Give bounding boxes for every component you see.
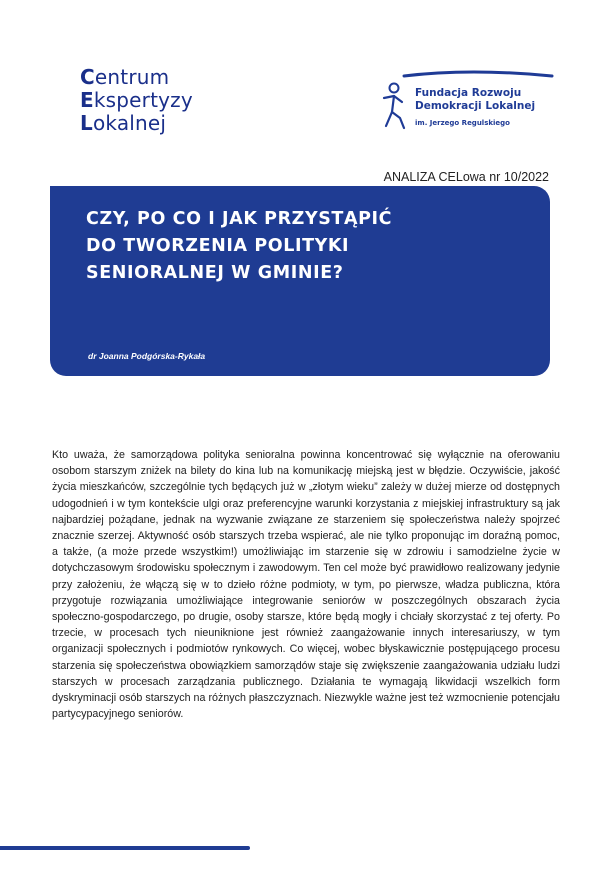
document-title: [86, 206, 526, 287]
frdl-name-line1: Fundacja Rozwoju: [415, 87, 522, 99]
title-line: DO TWORZENIA POLITYKI: [86, 236, 350, 256]
bottom-accent-line: [0, 846, 250, 850]
logo-line-ekspertyzy: Ekspertyzy: [80, 88, 193, 112]
centrum-ekspertyzy-lokalnej-logo: [80, 66, 193, 135]
frdl-name-line2: Demokracji Lokalnej: [415, 100, 536, 112]
title-line: CZY, PO CO I JAK PRZYSTĄPIĆ: [86, 209, 393, 229]
logo-line-centrum: Centrum: [80, 65, 170, 89]
author-name: dr Joanna Podgórska-Rykała: [88, 351, 206, 361]
body-paragraph: Kto uważa, że samorządowa polityka senioralna powinna koncentrować się wyłącznie na oferowaniu osobom starszym zniżek na bilety do kina lub na komunikację miejską jest w błędzie. Oczywiście, jakość życia mieszkańców, szczególnie tych będących już w „złotym wieku” zależy w dużej mierze od dostępnych udogodnień i w tym kontekście ulgi oraz preferencyjne warunki korzystania z miejskiej infrastruktury są jak najbardziej pożądane, jednak na wyzwanie związane ze starzeniem się społeczeństwa należy spojrzeć znacznie szerzej. Aktywność osób starszych trzeba wspierać, ale nie tylko proponując im doraźną pomoc, a także, (a może przede wszystkim!) umożliwiając im starzenie się w zdrowiu i samodzielne życie w dotychczasowym środowisku społecznym i zawodowym. Ten cel może być prawidłowo realizowany jedynie przy założeniu, że włączą się w to dzieło różne podmioty, w tym, po pierwsze, władza publiczna, która przygotuje rozwiązania umożliwiające integrowanie seniorów w poszczególnych obszarach życia społeczno-gospodarczego, po drugie, osoby starsze, które będą mogły i chciały skorzystać z tej oferty. Po trzecie, w procesach tych nieuniknione jest również zaangażowanie innych interesariuszy, w tym organizacji społecznych i podmiotów rynkowych. Co więcej, wobec błyskawicznie postępującego procesu starzenia się społeczeństwa obowiązkiem samorządów staje się zwiększenie zaangażowania udziału ludzi starszych w procesach zarządzania publicznego. Działania te wymagają likwidacji wszelkich form dyskryminacji osób starszych na różnych płaszczyznach. Niezwykle ważne jest też wzmocnienie potencjału partycypacyjnego seniorów.: [52, 449, 560, 721]
title-banner: [50, 186, 550, 376]
frdl-logo-text: [415, 87, 535, 127]
logo-line-lokalnej: Lokalnej: [80, 111, 167, 135]
title-line: SENIORALNEJ W GMINIE?: [86, 263, 344, 283]
series-label: ANALIZA CELowa nr 10/2022: [383, 170, 549, 184]
frdl-patron: im. Jerzego Regulskiego: [415, 119, 510, 127]
